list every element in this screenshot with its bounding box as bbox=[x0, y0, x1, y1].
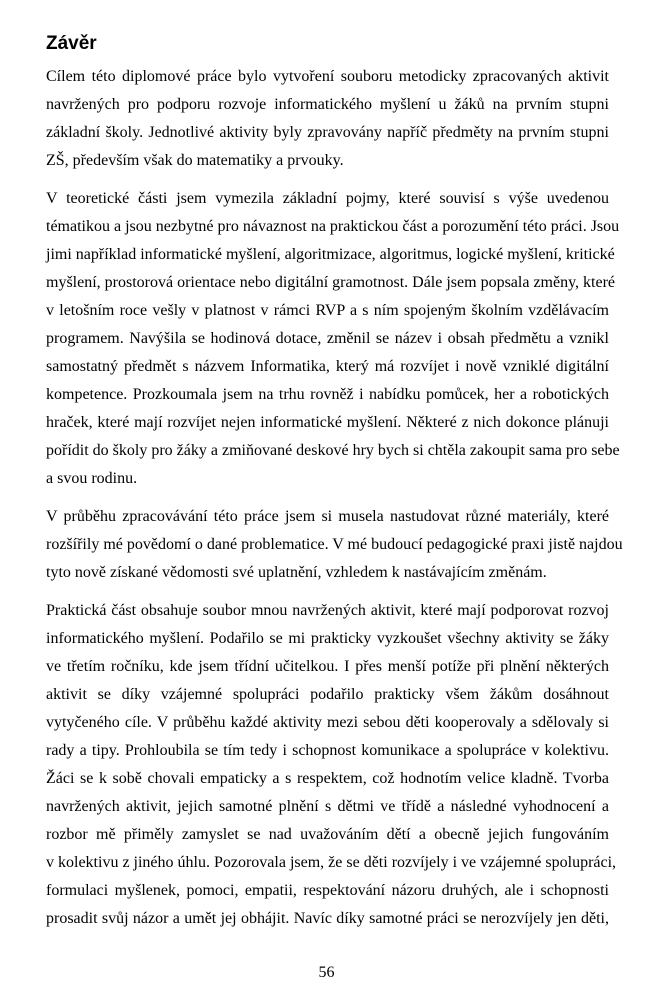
text-line: v kolektivu z jiného úhlu. Pozorovala jsem, že se děti rozvíjely i ve vzájemné spolupráci, bbox=[46, 854, 617, 871]
text-line: rozbor mě přiměly zamyslet se nad uvažováním dětí a obecně jejich fungováním bbox=[46, 826, 609, 843]
text-line: aktivit se díky vzájemné spolupráci podařilo prakticky všem žákům dosáhnout bbox=[46, 686, 609, 703]
text-line: Cílem této diplomové práce bylo vytvoření souboru metodicky zpracovaných aktivit bbox=[46, 68, 609, 85]
text-line: základní školy. Jednotlivé aktivity byly zpravovány napříč předměty na prvním stupni bbox=[46, 124, 609, 141]
text-line: prosadit svůj názor a umět jej obhájit. Navíc díky samotné práci se nerozvíjely jen děti, bbox=[46, 910, 609, 927]
section-heading: Závěr bbox=[46, 33, 97, 54]
paragraph-1 bbox=[46, 63, 609, 175]
text-line: jimi například informatické myšlení, algoritmizace, algoritmus, logické myšlení, kritické bbox=[46, 246, 615, 263]
text-line: formulaci myšlenek, pomoci, empatii, respektování názoru druhých, ale i schopnosti bbox=[46, 882, 609, 899]
text-line: V průběhu zpracovávání této práce jsem si musela nastudovat různé materiály, které bbox=[46, 508, 609, 525]
paragraph-2 bbox=[46, 185, 620, 493]
text-line: navržených aktivit, jejich samotné plnění s dětmi ve třídě a následné vyhodnocení a bbox=[46, 798, 609, 815]
text-line: samostatný předmět s názvem Informatika, který má rozvíjet i nově vzniklé digitální bbox=[46, 358, 609, 375]
paragraph-4 bbox=[46, 597, 617, 933]
text-line: navržených pro podporu rozvoje informatického myšlení u žáků na prvním stupni bbox=[46, 96, 609, 113]
text-line: programem. Navýšila se hodinová dotace, změnil se název i obsah předmětu a vznikl bbox=[46, 330, 609, 347]
paragraph-3 bbox=[46, 503, 623, 587]
text-line: Žáci se k sobě chovali empaticky a s respektem, což hodnotím velice kladně. Tvorba bbox=[46, 770, 609, 787]
text-line: myšlení, prostorová orientace nebo digitální gramotnost. Dále jsem popsala změny, které bbox=[46, 274, 616, 291]
text-line: kompetence. Prozkoumala jsem na trhu rovněž i nabídku pomůcek, her a robotických bbox=[46, 386, 609, 403]
text-line: a svou rodinu. bbox=[46, 470, 138, 487]
text-line: vytyčeného cíle. V průběhu každé aktivity mezi sebou děti kooperovaly a sdělovaly si bbox=[46, 714, 609, 731]
text-line: informatického myšlení. Podařilo se mi prakticky vyzkoušet všechny aktivity se žáky bbox=[46, 630, 609, 647]
text-line: pořídit do školy pro žáky a zmiňované deskové hry bych si chtěla zakoupit sama pro sebe bbox=[46, 442, 620, 459]
text-line: V teoretické části jsem vymezila základní pojmy, které souvisí s výše uvedenou bbox=[46, 190, 609, 207]
text-line: rozšířily mé povědomí o dané problematice. V mé budoucí pedagogické praxi jistě najdou bbox=[46, 536, 623, 553]
text-line: Praktická část obsahuje soubor mnou navržených aktivit, které mají podporovat rozvoj bbox=[46, 602, 609, 619]
text-line: v letošním roce vešly v platnost v rámci RVP a s ním spojeným školním vzdělávacím bbox=[46, 302, 609, 319]
text-line: hraček, které mají rozvíjet nejen informatické myšlení. Některé z nich dokonce plánuji bbox=[46, 414, 609, 431]
text-line: ZŠ, především však do matematiky a prvouky. bbox=[46, 152, 344, 169]
text-line: tyto nově získané vědomosti své uplatnění, vzhledem k nastávajícím změnám. bbox=[46, 564, 547, 581]
text-line: tématikou a jsou nezbytné pro návaznost na praktickou část a porozumění této práci. Jsou bbox=[46, 218, 620, 235]
text-line: rady a tipy. Prohloubila se tím tedy i schopnost komunikace a spolupráce v kolektivu. bbox=[46, 742, 609, 759]
text-line: ve třetím ročníku, kde jsem třídní učitelkou. I přes menší potíže při plnění některých bbox=[46, 658, 609, 675]
page-number: 56 bbox=[318, 964, 335, 981]
